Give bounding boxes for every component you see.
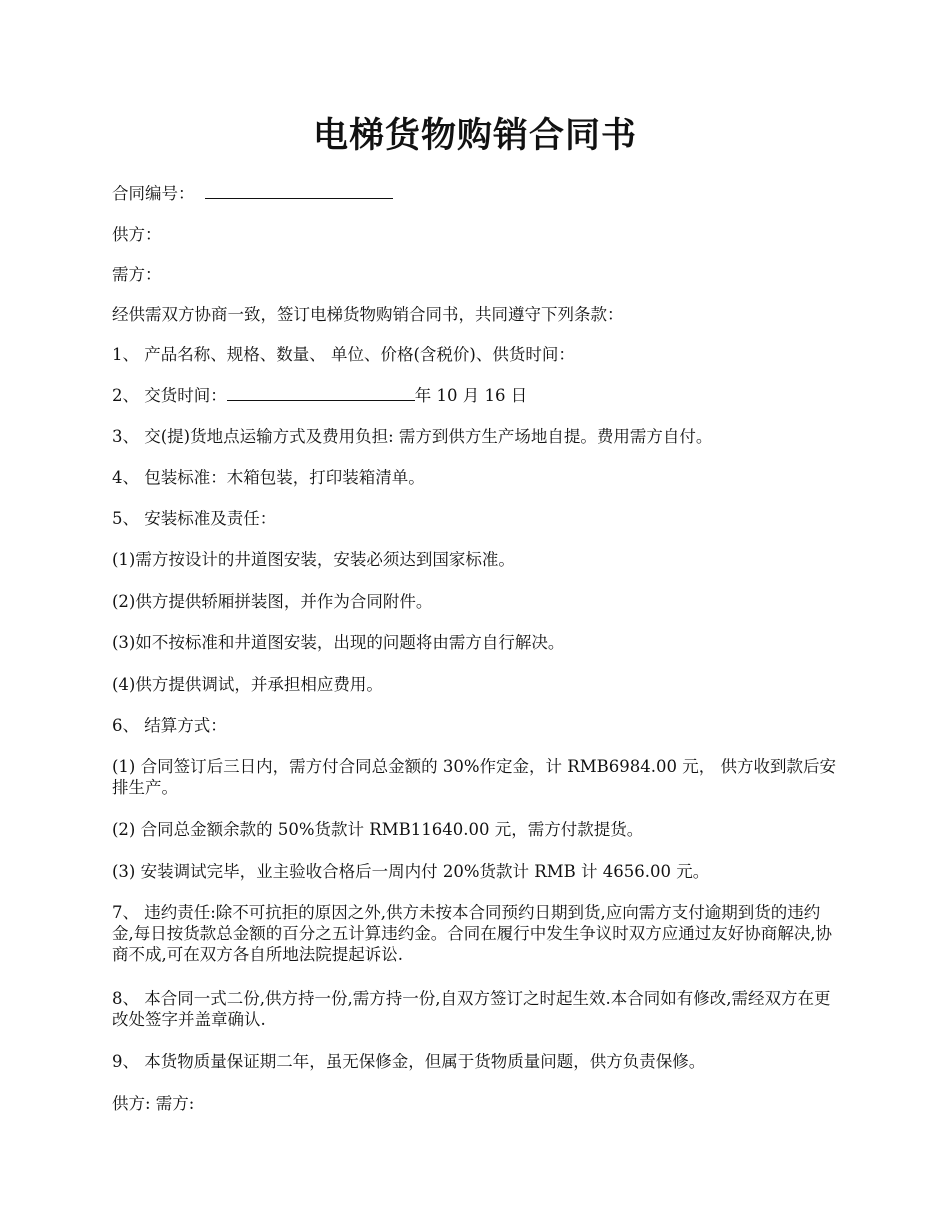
document-title: 电梯货物购销合同书 [312, 115, 637, 156]
clause-5-item-3: (3)如不按标准和井道图安装，出现的问题将由需方自行解决。 [112, 633, 565, 652]
clause-8: 8、 本合同一式二份,供方持一份,需方持一份,自双方签订之时起生效.本合同如有修改,需经双方在更改处签字并盖章确认. [112, 989, 831, 1029]
contract-number-label: 合同编号： [112, 184, 195, 203]
contract-number-line [112, 183, 837, 204]
clause-5: 5、 安装标准及责任： [112, 509, 277, 528]
clause-7: 7、 违约责任:除不可抗拒的原因之外,供方未按本合同预约日期到货,应向需方支付逾期到货的违约金,每日按货款总金额的百分之五计算违约金。合同在履行中发生争议时双方应通过友好协商解决,协商不成,可在双方各自所地法院提起诉讼. [112, 903, 832, 964]
clause-6-item-2: (2) 合同总金额余款的 50%货款计 RMB11640.00 元，需方付款提货。 [112, 820, 644, 839]
delivery-date-blank [227, 386, 415, 401]
clause-5-item-4: (4)供方提供调试，并承担相应费用。 [112, 675, 383, 694]
contract-number-blank [205, 184, 393, 199]
signature-line: 供方: 需方: [112, 1094, 195, 1113]
clause-6: 6、 结算方式： [112, 716, 227, 735]
clause-6-item-3: (3) 安装调试完毕，业主验收合格后一周内付 20%货款计 RMB 计 4656.00 元。 [112, 862, 710, 881]
clause-6-item-1: (1) 合同签订后三日内，需方付合同总金额的 30%作定金，计 RMB6984.00 元， 供方收到款后安排生产。 [112, 757, 836, 797]
clause-5-item-2: (2)供方提供轿厢拼装图，并作为合同附件。 [112, 592, 433, 611]
supplier-label: 供方： [112, 225, 162, 244]
clause-3: 3、 交(提)货地点运输方式及费用负担: 需方到供方生产场地自提。费用需方自付。 [112, 427, 713, 446]
clause-2-suffix: 年 10 月 16 日 [414, 386, 528, 405]
clause-9: 9、 本货物质量保证期二年，虽无保修金，但属于货物质量问题，供方负责保修。 [112, 1052, 706, 1071]
clause-5-item-1: (1)需方按设计的井道图安装，安装必须达到国家标准。 [112, 550, 515, 569]
intro-paragraph: 经供需双方协商一致，签订电梯货物购销合同书，共同遵守下列条款： [112, 305, 624, 324]
buyer-label: 需方： [112, 265, 162, 284]
clause-1: 1、 产品名称、规格、数量、 单位、价格(含税价)、供货时间： [112, 345, 575, 364]
clause-2 [112, 385, 837, 406]
clause-4: 4、 包装标准：木箱包装，打印装箱清单。 [112, 468, 425, 487]
clause-2-prefix: 2、 交货时间： [112, 386, 227, 405]
